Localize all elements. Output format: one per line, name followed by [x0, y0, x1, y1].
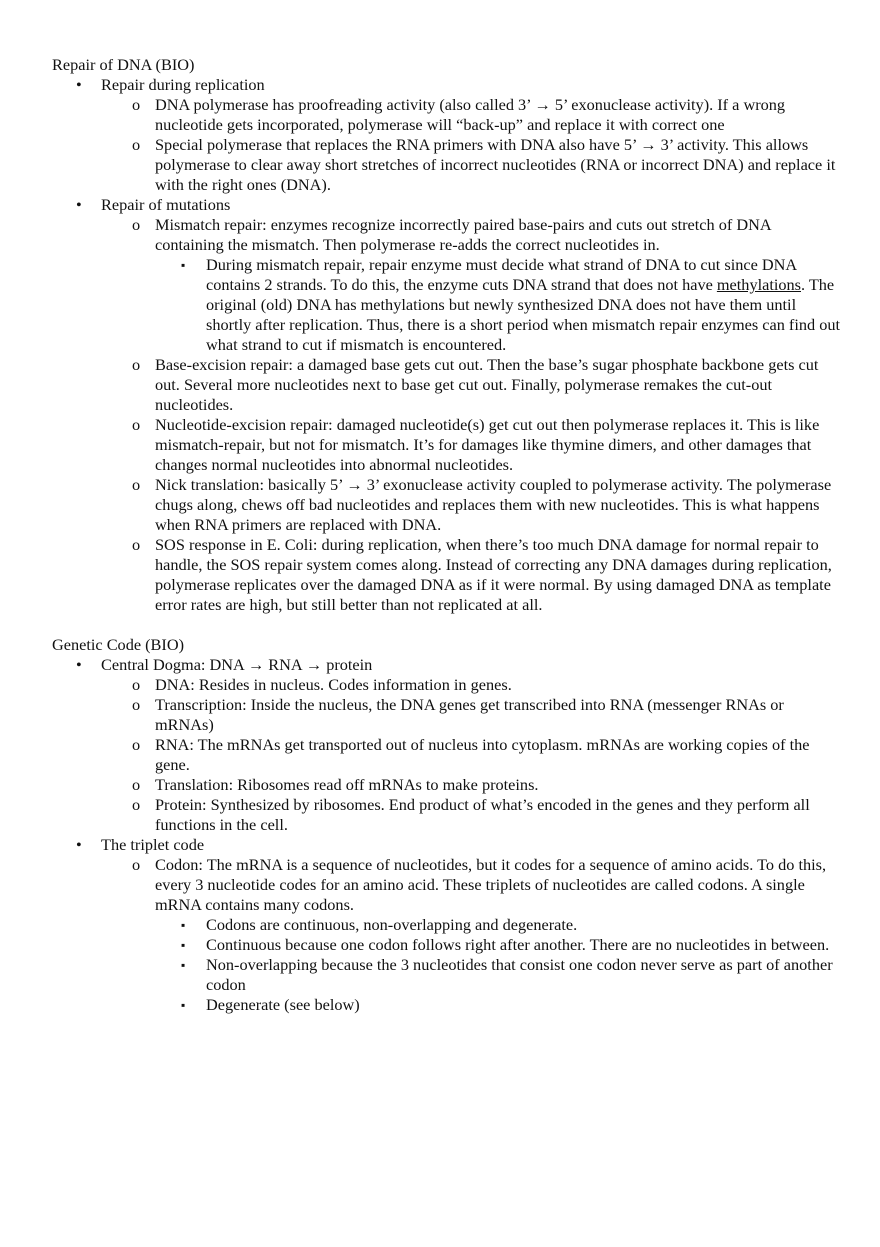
item-text: Protein: Synthesized by ribosomes. End product of what’s encoded in the genes and they perform all functions in the cell.: [155, 795, 810, 834]
list-item: [132, 475, 842, 535]
section-title-dna-repair: Repair of DNA (BIO): [52, 55, 195, 74]
item-text: SOS response in E. Coli: during replication, when there’s too much DNA damage for normal repair to handle, the SOS repair system comes along. Instead of correcting any DNA damages during replication, polymerase replicates over the damaged DNA as if it were normal. By using damaged DNA as template error rates are high, but still better than not replicated at all.: [155, 535, 832, 614]
list-item: [132, 415, 842, 475]
list-item: [181, 995, 842, 1015]
document-page: [52, 55, 842, 1015]
sublist: [101, 215, 842, 615]
bullet-icon: •: [76, 195, 82, 214]
bullet-icon: o: [132, 95, 141, 114]
bullet-icon: o: [132, 355, 141, 374]
item-text: Degenerate (see below): [206, 995, 360, 1014]
list-item: [132, 675, 842, 695]
dna-repair-list: [52, 75, 842, 615]
list-item: [132, 775, 842, 795]
bullet-icon: o: [132, 415, 141, 434]
bullet-icon: o: [132, 135, 141, 154]
list-item: [132, 535, 842, 615]
bullet-icon: o: [132, 215, 141, 234]
item-text: Translation: Ribosomes read off mRNAs to make proteins.: [155, 775, 539, 794]
bullet-icon: ▪: [181, 918, 186, 932]
item-text: Nick translation: basically 5’ → 3’ exonuclease activity coupled to polymerase activity. The polymerase chugs along, chews off bad nucleotides and replaces them with new nucleotides. This is what happens when RNA primers are replaced with DNA.: [155, 475, 832, 534]
list-item: [76, 195, 842, 615]
bullet-icon: o: [132, 795, 141, 814]
list-item: [132, 215, 842, 355]
list-item: [76, 655, 842, 835]
list-item: [132, 695, 842, 735]
item-text: RNA: The mRNAs get transported out of nucleus into cytoplasm. mRNAs are working copies of the gene.: [155, 735, 810, 774]
item-text: Codon: The mRNA is a sequence of nucleotides, but it codes for a sequence of amino acids. To do this, every 3 nucleotide codes for an amino acid. These triplets of nucleotides are called codons. A single mRNA contains many codons.: [155, 855, 827, 914]
sublist: [101, 95, 842, 195]
bullet-icon: •: [76, 655, 82, 674]
bullet-icon: o: [132, 855, 141, 874]
sublist: [155, 915, 842, 1015]
sublist: [101, 855, 842, 1015]
list-item: [76, 835, 842, 1015]
bullet-icon: o: [132, 735, 141, 754]
item-text: Special polymerase that replaces the RNA primers with DNA also have 5’ → 3’ activity. This allows polymerase to clear away short stretches of incorrect nucleotides (RNA or incorrect DNA) and replace it with the right ones (DNA).: [155, 135, 836, 194]
underlined-term: methylations: [716, 275, 801, 294]
item-text: . The original (old) DNA has methylations but newly synthesized DNA does not have them until shortly after replication. Thus, there is a short period when mismatch repair enzymes can find out what strand to cut if mismatch is encountered.: [206, 275, 841, 354]
list-item: [132, 135, 842, 195]
genetic-code-list: [52, 655, 842, 1015]
list-item: [132, 855, 842, 1015]
sublist: [101, 675, 842, 835]
bullet-icon: ▪: [181, 258, 186, 272]
item-text: Transcription: Inside the nucleus, the DNA genes get transcribed into RNA (messenger RNAs or mRNAs): [155, 695, 784, 734]
bullet-icon: ▪: [181, 998, 186, 1012]
list-item: [132, 795, 842, 835]
item-text: DNA: Resides in nucleus. Codes information in genes.: [155, 675, 512, 694]
item-text: DNA polymerase has proofreading activity (also called 3’ → 5’ exonuclease activity). If a wrong nucleotide gets incorporated, polymerase will “back-up” and replace it with correct one: [155, 95, 786, 134]
bullet-icon: o: [132, 535, 141, 554]
sublist: [155, 255, 842, 355]
section-spacer: [52, 615, 842, 635]
bullet-icon: o: [132, 675, 141, 694]
item-text: Continuous because one codon follows right after another. There are no nucleotides in between.: [206, 935, 830, 954]
item-text: Repair of mutations: [101, 195, 231, 214]
item-text: Nucleotide-excision repair: damaged nucleotide(s) get cut out then polymerase replaces it. This is like mismatch-repair, but not for mismatch. It’s for damages like thymine dimers, and other damages that changes normal nucleotides into abnormal nucleotides.: [155, 415, 820, 474]
bullet-icon: o: [132, 695, 141, 714]
item-text: During mismatch repair, repair enzyme must decide what strand of DNA to cut since DNA contains 2 strands. To do this, the enzyme cuts DNA strand that does not have: [206, 255, 797, 294]
list-item: [181, 915, 842, 935]
bullet-icon: o: [132, 775, 141, 794]
bullet-icon: o: [132, 475, 141, 494]
section-title-genetic-code: Genetic Code (BIO): [52, 635, 185, 654]
item-text: Mismatch repair: enzymes recognize incorrectly paired base-pairs and cuts out stretch of DNA containing the mismatch. Then polymerase re-adds the correct nucleotides in.: [155, 215, 771, 254]
list-item: [132, 95, 842, 135]
item-text: Base-excision repair: a damaged base gets cut out. Then the base’s sugar phosphate backbone gets cut out. Several more nucleotides next to base get cut out. Finally, polymerase remakes the cut-out nucleotides.: [155, 355, 819, 414]
list-item: [76, 75, 842, 195]
list-item: [181, 255, 842, 355]
bullet-icon: ▪: [181, 938, 186, 952]
bullet-icon: ▪: [181, 958, 186, 972]
bullet-icon: •: [76, 75, 82, 94]
list-item: [181, 955, 842, 995]
bullet-icon: •: [76, 835, 82, 854]
list-item: [132, 355, 842, 415]
list-item: [132, 735, 842, 775]
item-text: The triplet code: [101, 835, 205, 854]
item-text: Central Dogma: DNA → RNA → protein: [101, 655, 373, 674]
item-text: Codons are continuous, non-overlapping and degenerate.: [206, 915, 578, 934]
list-item: [181, 935, 842, 955]
item-text: Repair during replication: [101, 75, 265, 94]
item-text: Non-overlapping because the 3 nucleotides that consist one codon never serve as part of another codon: [206, 955, 833, 994]
